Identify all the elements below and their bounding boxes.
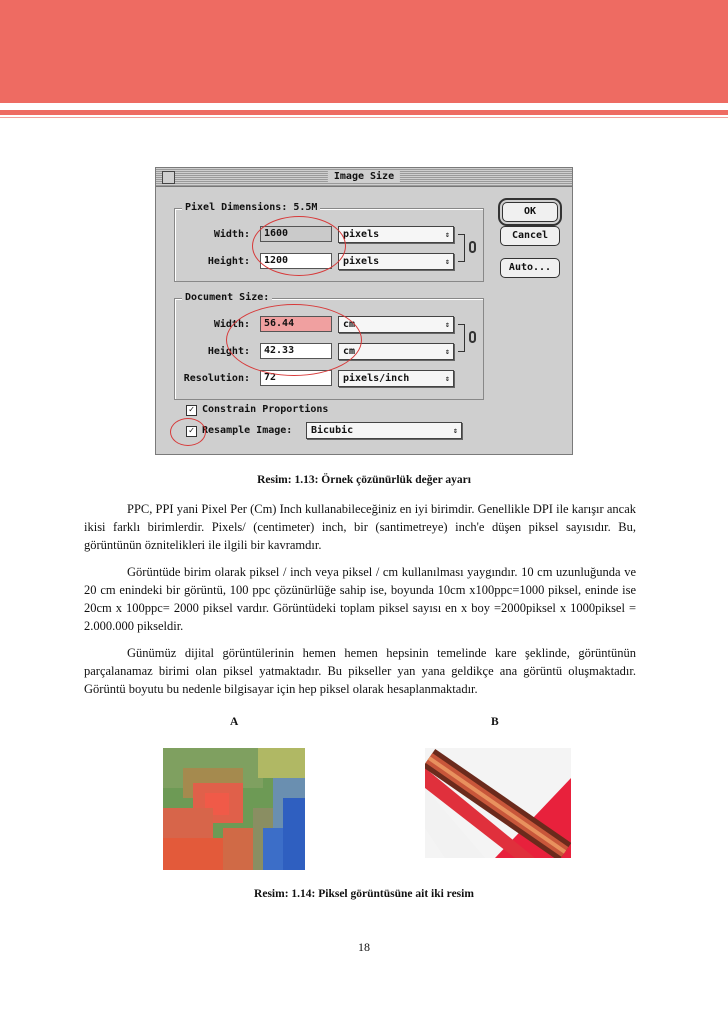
header-band <box>0 0 728 103</box>
pd-width-field[interactable]: 1600 <box>260 226 332 242</box>
ds-width-field[interactable]: 56.44 <box>260 316 332 332</box>
resolution-field[interactable]: 72 <box>260 370 332 386</box>
resample-image-checkbox[interactable]: ✓ <box>186 426 197 437</box>
annotation-circle <box>226 304 362 376</box>
image-size-dialog <box>155 167 573 455</box>
label-b: B <box>491 716 499 728</box>
chain-link-icon <box>469 331 476 343</box>
updown-arrow-icon: ⇕ <box>445 320 450 329</box>
paragraph-1: PPC, PPI yani Pixel Per (Cm) Inch kullanabileceğiniz en iyi birimdir. Genellikle DPI ile karışır ancak ikisi farklı birimlerdir. Pixels/ (centimeter) inch, bir (santimetreye) inch'e düşen piksel sayısıdır. Bu, görüntünün öznitelikleri ile ilgili bir kavramdır. <box>84 502 636 552</box>
header-rule-thin <box>0 117 728 118</box>
pixel-dimensions-label: Pixel Dimensions: 5.5M <box>182 202 320 213</box>
resolution-unit-select[interactable] <box>338 370 454 387</box>
figure-caption-1: Resim: 1.13: Örnek çözünürlük değer ayarı <box>257 474 471 486</box>
ds-width-unit-value: cm <box>343 319 356 330</box>
label-a: A <box>230 716 239 728</box>
header-rule <box>0 110 728 115</box>
pd-link-bracket <box>458 234 465 262</box>
resolution-unit-value: pixels/inch <box>343 373 410 384</box>
ok-button[interactable]: OK <box>502 202 558 222</box>
updown-arrow-icon: ⇕ <box>445 374 450 383</box>
resolution-label: Resolution: <box>183 373 250 384</box>
paragraph-3: Günümüz dijital görüntülerinin hemen hemen hepsinin temelinde kare şeklinde, görüntünün parçalanamaz birimi olan piksel yatmaktadır. Bu pikseller yan yana geldikçe ana görüntü oluşmaktadır. Görüntü boyutu bu nedenle bilgisayar için hep piksel olarak hesaplanmaktadır. <box>84 646 636 696</box>
resample-image-label: Resample Image: <box>202 425 293 436</box>
constrain-proportions-checkbox[interactable]: ✓ <box>186 405 197 416</box>
pd-width-label: Width: <box>213 229 250 240</box>
pd-height-field[interactable]: 1200 <box>260 253 332 269</box>
resample-method-select[interactable] <box>306 422 462 439</box>
updown-arrow-icon: ⇕ <box>445 257 450 266</box>
pd-height-label: Height: <box>207 256 250 267</box>
chain-link-icon <box>469 241 476 253</box>
pd-width-unit-select[interactable] <box>338 226 454 243</box>
page-number: 18 <box>358 940 370 954</box>
resample-method-value: Bicubic <box>311 425 354 436</box>
dialog-titlebar <box>156 168 572 187</box>
annotation-circle <box>252 216 346 276</box>
close-box-icon[interactable] <box>162 171 175 184</box>
pd-width-unit-value: pixels <box>343 229 380 240</box>
updown-arrow-icon: ⇕ <box>445 230 450 239</box>
pd-height-unit-value: pixels <box>343 256 380 267</box>
document-size-label: Document Size: <box>182 292 272 303</box>
auto-button[interactable]: Auto... <box>500 258 560 278</box>
body-text <box>84 500 636 698</box>
ds-height-label: Height: <box>207 346 250 357</box>
dialog-title: Image Size <box>328 171 400 182</box>
ds-link-bracket <box>458 324 465 352</box>
paragraph-2: Görüntüde birim olarak piksel / inch veya piksel / cm kullanılması yaygındır. 10 cm uzunluğunda ve 20 cm enindeki bir görüntü, 100 ppc çözünürlüğe sahip ise, boyunda 10cm x100ppc=1000 piksel, eninde ise 20cm x 100ppc= 2000 piksel vardır. Görüntüdeki toplam piksel sayısı en x boy =2000piksel x 1000piksel = 2.000.000 pikseldir. <box>84 565 636 633</box>
constrain-proportions-label: Constrain Proportions <box>202 404 329 415</box>
cancel-button[interactable]: Cancel <box>500 226 560 246</box>
pixel-stripe-image-b <box>425 748 571 858</box>
ds-height-field[interactable]: 42.33 <box>260 343 332 359</box>
updown-arrow-icon: ⇕ <box>445 347 450 356</box>
figure-caption-2: Resim: 1.14: Piksel görüntüsüne ait iki resim <box>254 888 474 900</box>
pd-height-unit-select[interactable] <box>338 253 454 270</box>
ds-width-label: Width: <box>213 319 250 330</box>
annotation-circle <box>170 418 206 446</box>
pixel-mosaic-image-a <box>163 748 305 870</box>
ds-height-unit-value: cm <box>343 346 356 357</box>
updown-arrow-icon: ⇕ <box>453 426 458 435</box>
